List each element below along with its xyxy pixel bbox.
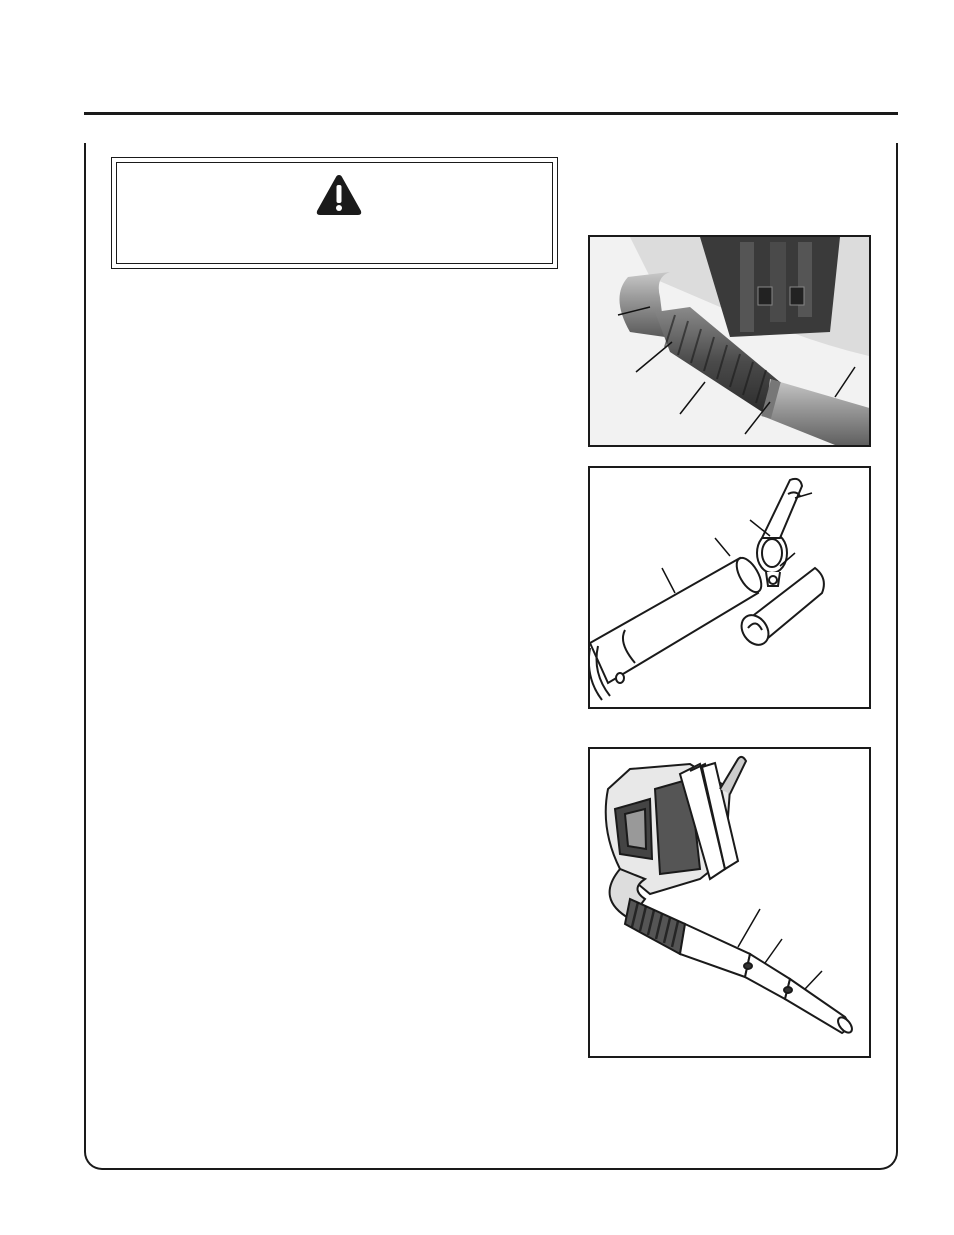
warning-box bbox=[111, 157, 558, 269]
warning-triangle-icon bbox=[315, 173, 363, 217]
blower-flex-hose-illustration bbox=[590, 237, 871, 447]
assembled-blower-diagram bbox=[588, 747, 871, 1058]
tube-clamp-diagram bbox=[588, 466, 871, 709]
blower-tube-hose-photo bbox=[588, 235, 871, 447]
backpack-blower-illustration bbox=[590, 749, 871, 1058]
tube-clamp-illustration bbox=[590, 468, 871, 709]
header-rule bbox=[84, 112, 898, 115]
